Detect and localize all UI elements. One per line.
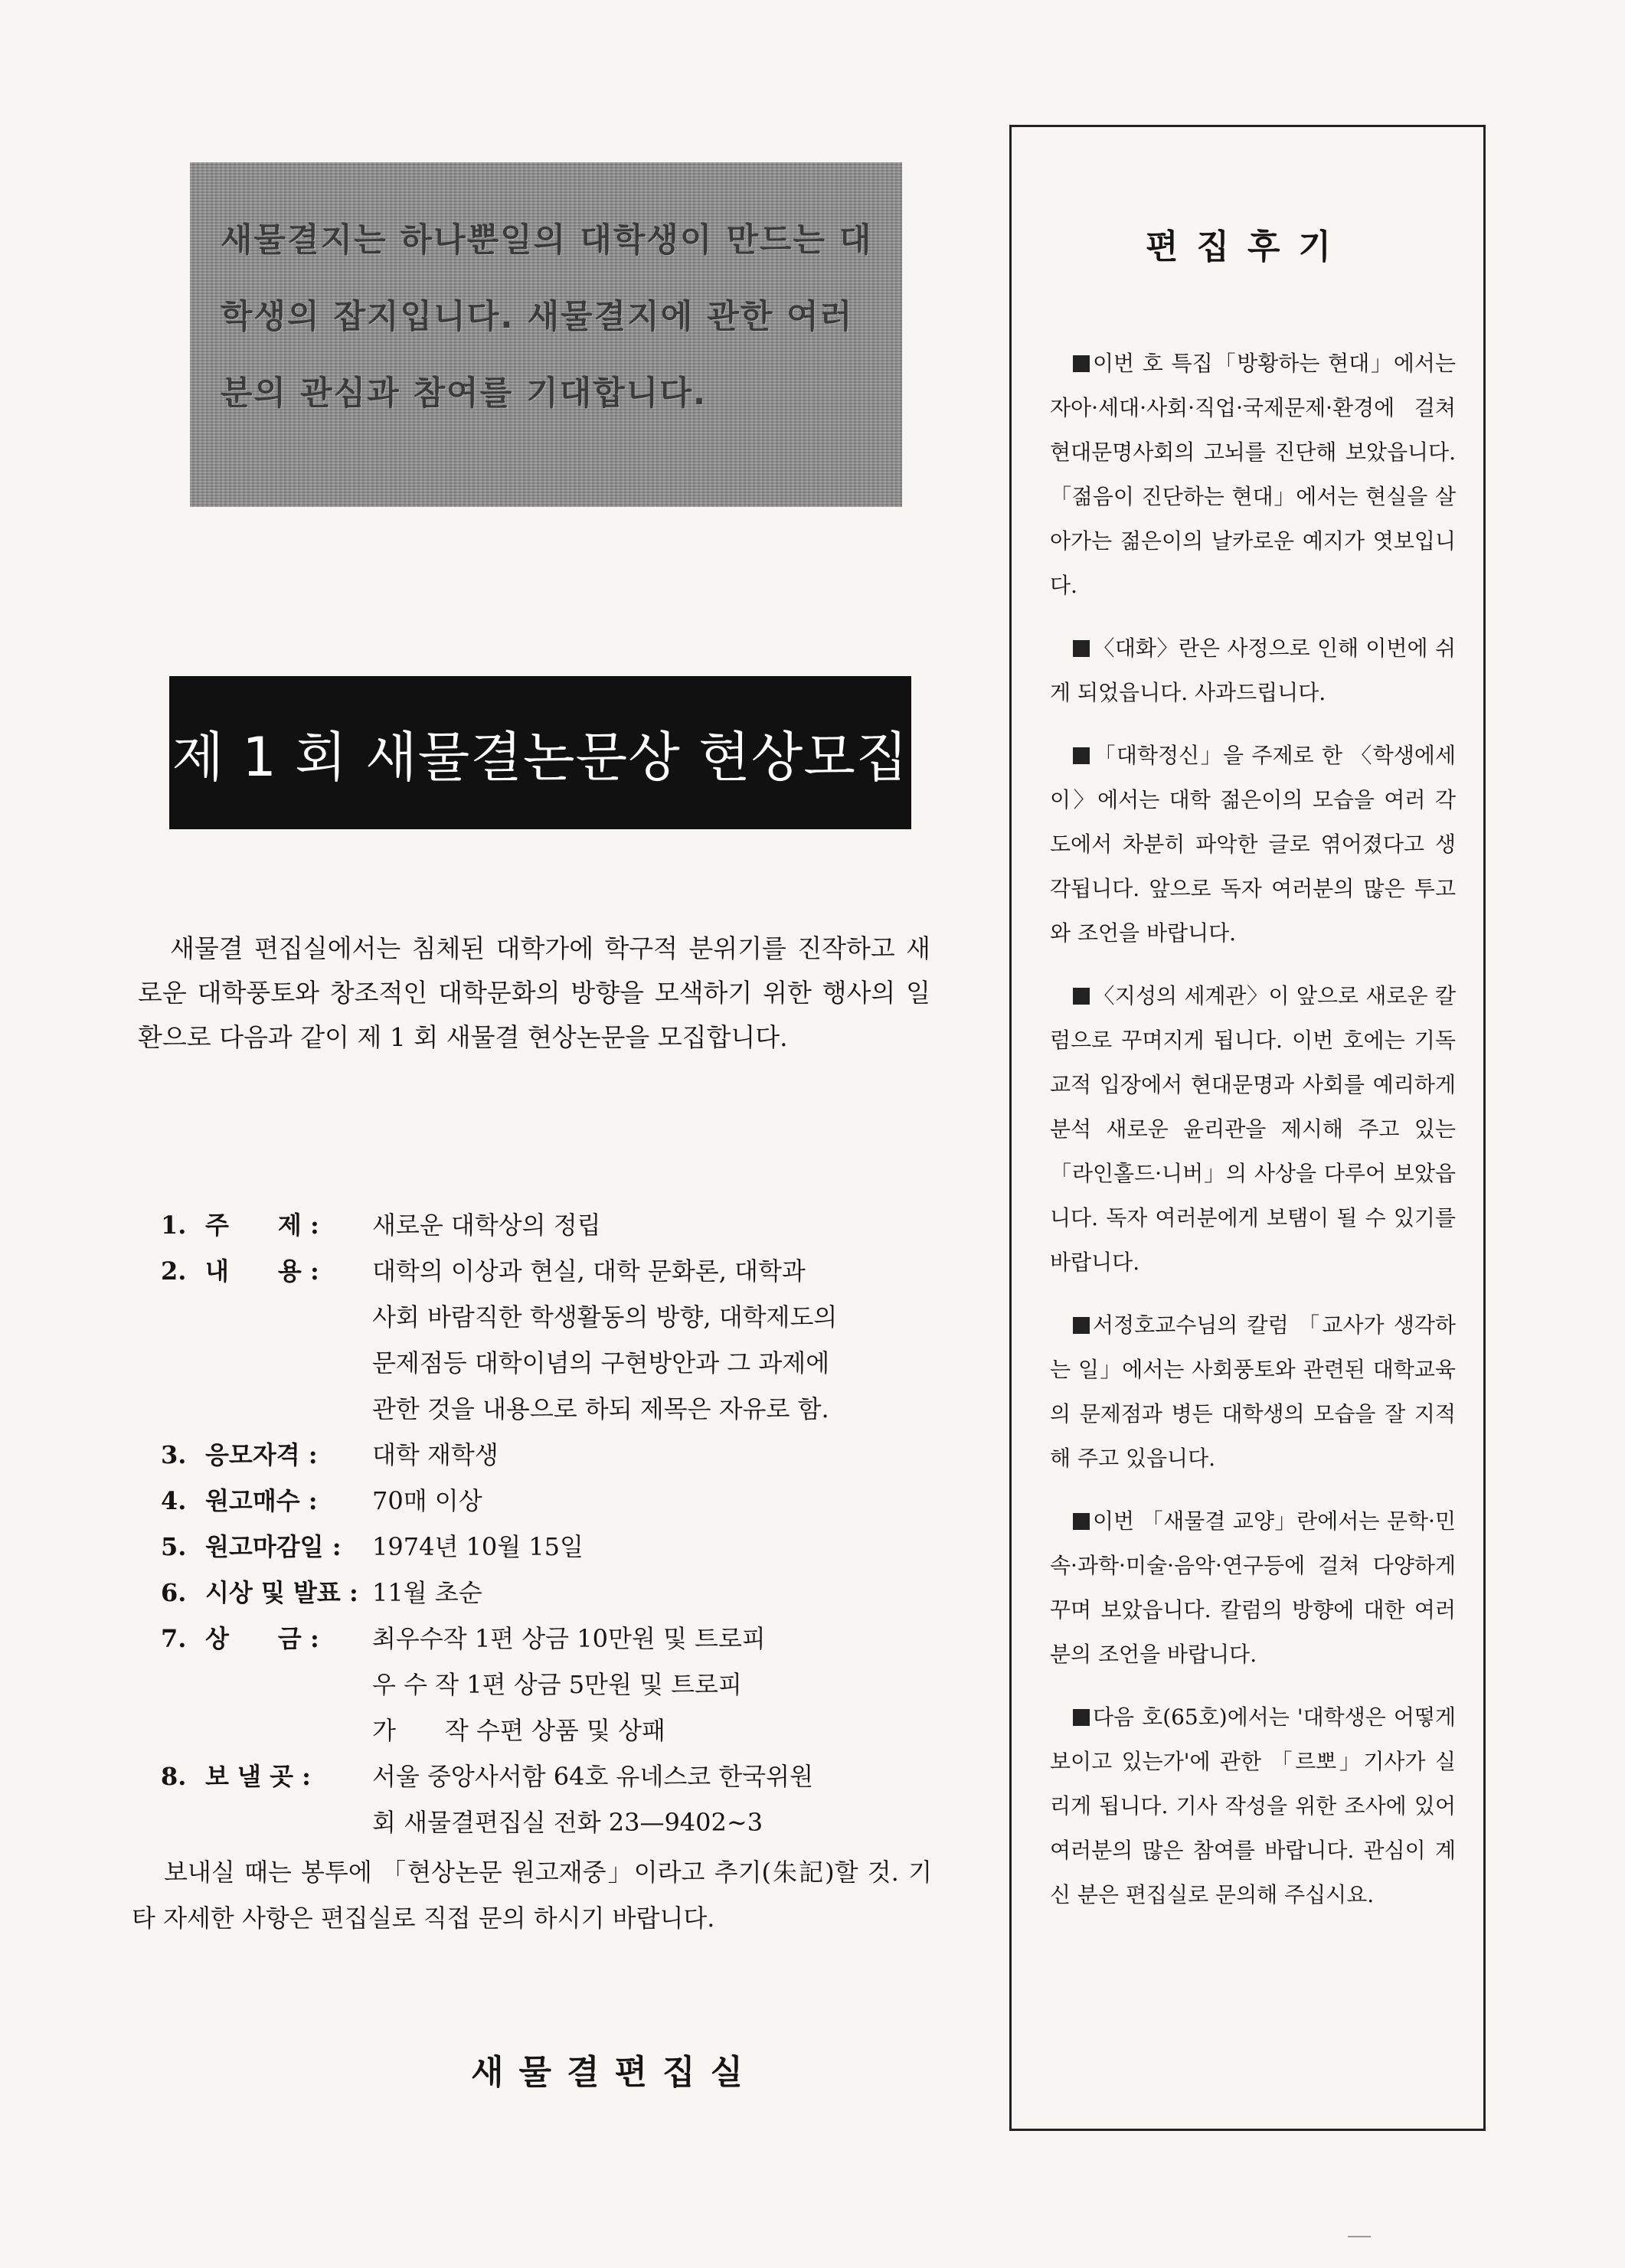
item-line: 11월 초순 — [372, 1578, 482, 1607]
contest-title: 제 1 회 새물결논문상 현상모집 — [172, 725, 909, 789]
item-value — [372, 1248, 934, 1432]
list-item — [161, 1570, 934, 1616]
item-value — [372, 1524, 934, 1570]
item-value — [372, 1570, 934, 1616]
item-value — [372, 1753, 934, 1845]
item-line: 회 새물결편집실 전화 23—9402∼3 — [372, 1808, 763, 1837]
item-line: 70매 이상 — [372, 1486, 482, 1515]
item-number: 6. — [161, 1578, 187, 1607]
editors-note-title: 편집후기 — [1145, 227, 1349, 266]
list-item — [161, 1248, 934, 1432]
magazine-promo-box — [190, 162, 902, 507]
intro-paragraph: 새물결 편집실에서는 침체된 대학가에 학구적 분위기를 진작하고 새로운 대학풍토와 창조적인 대학문화의 방향을 모색하기 위한 행사의 일환으로 다음과 같이 제 1 회 새물결 현상논문을 모집합니다. — [138, 933, 930, 1052]
editors-note-paragraph: 서정호교수님의 칼럼 「교사가 생각하는 일」에서는 사회풍토와 관련된 대학교육의 문제점과 병든 대학생의 모습을 잘 지적해 주고 있읍니다. — [1050, 1312, 1456, 1471]
bullet-square-icon — [1073, 988, 1090, 1005]
item-line: 사회 바람직한 학생활동의 방향, 대학제도의 — [372, 1302, 838, 1332]
item-number: 8. — [161, 1762, 187, 1791]
bullet-square-icon — [1073, 355, 1090, 372]
bullet-square-icon — [1073, 1709, 1090, 1726]
editors-note-paragraph: 〈지성의 세계관〉이 앞으로 새로운 칼럼으로 꾸며지게 됩니다. 이번 호에는 기독교적 입장에서 현대문명과 사회를 예리하게 분석 새로운 윤리관을 제시해 주고 있는 「라인홀드·니버」의 사상을 다루어 보았읍니다. 독자 여러분에게 보탬이 될 수 있기를 바랍니다. — [1050, 983, 1456, 1275]
item-number: 1. — [161, 1211, 187, 1240]
item-label: 보 낼 곳 : — [205, 1762, 311, 1791]
item-value — [372, 1616, 934, 1753]
item-line: 문제점등 대학이념의 구현방안과 그 과제에 — [372, 1348, 830, 1377]
editors-note-box — [1009, 125, 1486, 2131]
list-item — [161, 1616, 934, 1753]
item-number: 4. — [161, 1486, 187, 1515]
contest-banner — [169, 676, 911, 829]
item-label: 시상 및 발표 : — [205, 1578, 358, 1607]
editors-note-body — [1050, 342, 1456, 1936]
list-item — [161, 1753, 934, 1845]
editorial-office-signature: 새물결편집실 — [471, 2053, 759, 2092]
list-item — [161, 1432, 934, 1478]
bullet-square-icon — [1073, 1317, 1090, 1334]
item-value — [372, 1432, 934, 1478]
editors-note-paragraph: 다음 호(65호)에서는 '대학생은 어떻게 보이고 있는가'에 관한 「르뽀」기사가 실리게 됩니다. 기사 작성을 위한 조사에 있어 여러분의 많은 참여를 바랍니다. 관심이 계신 분은 편집실로 문의해 주십시요. — [1050, 1704, 1456, 1907]
list-item — [161, 1202, 934, 1248]
item-number: 2. — [161, 1257, 187, 1286]
editors-note-paragraph: 이번 호 특집「방황하는 현대」에서는 자아·세대·사회·직업·국제문제·환경에 걸쳐 현대문명사회의 고뇌를 진단해 보았읍니다. 「젊음이 진단하는 현대」에서는 현실을 살아가는 젊은이의 날카로운 예지가 엿보입니다. — [1050, 351, 1456, 598]
submission-note: 보내실 때는 봉투에 「현상논문 원고재중」이라고 추기(朱記)할 것. 기타 자세한 사항은 편집실로 직접 문의 하시기 바랍니다. — [132, 1858, 932, 1933]
item-line: 관한 것을 내용으로 하되 제목은 자유로 함. — [372, 1394, 829, 1423]
list-item — [161, 1478, 934, 1524]
item-number: 7. — [161, 1624, 187, 1653]
item-line: 대학의 이상과 현실, 대학 문화론, 대학과 — [372, 1257, 806, 1286]
item-label: 주 제 : — [205, 1211, 319, 1240]
item-line: 새로운 대학상의 정립 — [372, 1211, 601, 1240]
editors-note-paragraph: 이번 「새물결 교양」란에서는 문학·민속·과학·미술·음악·연구등에 걸쳐 다양하게 꾸며 보았읍니다. 칼럼의 방향에 대한 여러분의 조언을 바랍니다. — [1050, 1508, 1456, 1667]
item-label: 응모자격 : — [205, 1440, 318, 1469]
item-label: 내 용 : — [205, 1257, 319, 1286]
list-item — [161, 1524, 934, 1570]
item-line: 대학 재학생 — [372, 1440, 499, 1469]
bullet-square-icon — [1073, 640, 1090, 657]
item-number: 3. — [161, 1440, 187, 1469]
item-label: 상 금 : — [205, 1624, 319, 1653]
promo-text: 새물결지는 하나뿐일의 대학생이 만드는 대학생의 잡지입니다. 새물결지에 관한 여러분의 관심과 참여를 기대합니다. — [221, 221, 873, 413]
print-mark — [1348, 2236, 1371, 2237]
item-line: 서울 중앙사서함 64호 유네스코 한국위원 — [372, 1762, 813, 1791]
editors-note-paragraph: 「대학정신」을 주제로 한 〈학생에세이〉에서는 대학 젊은이의 모습을 여러 각도에서 차분히 파악한 글로 엮어졌다고 생각됩니다. 앞으로 독자 여러분의 많은 투고와 조언을 바랍니다. — [1050, 743, 1456, 946]
item-value — [372, 1478, 934, 1524]
item-label: 원고매수 : — [205, 1486, 318, 1515]
editors-note-paragraph: 〈대화〉란은 사정으로 인해 이번에 쉬게 되었읍니다. 사과드립니다. — [1050, 636, 1456, 705]
item-number: 5. — [161, 1532, 187, 1561]
bullet-square-icon — [1073, 747, 1090, 764]
item-label: 원고마감일 : — [205, 1532, 342, 1561]
item-line: 가 작 수편 상품 및 상패 — [372, 1716, 665, 1745]
item-line: 1974년 10월 15일 — [372, 1532, 584, 1561]
requirements-list — [161, 1202, 934, 1845]
item-line: 우 수 작 1편 상금 5만원 및 트로피 — [372, 1670, 742, 1699]
bullet-square-icon — [1073, 1513, 1090, 1530]
item-value — [372, 1202, 934, 1248]
item-line: 최우수작 1편 상금 10만원 및 트로피 — [372, 1624, 766, 1653]
